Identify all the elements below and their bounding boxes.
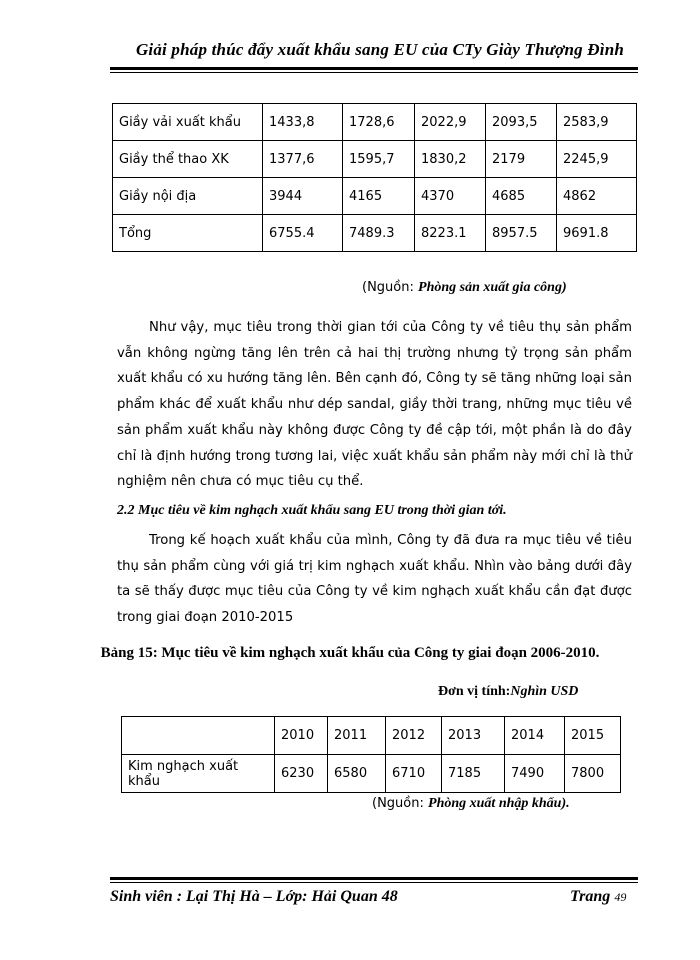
table-cell: 4370 xyxy=(415,178,486,215)
footer-rule-thick xyxy=(110,877,638,880)
row-label: Kim nghạch xuất khẩu xyxy=(122,755,275,793)
page-label: Trang xyxy=(570,888,611,905)
row-label: Giầy nội địa xyxy=(113,178,263,215)
table-cell: 6580 xyxy=(328,755,386,793)
table-cell: 3944 xyxy=(263,178,343,215)
unit-value: Nghìn USD xyxy=(510,684,579,699)
table-cell: 7489.3 xyxy=(343,215,415,252)
table-caption: Bảng 15: Mục tiêu về kim nghạch xuất khẩu của Công ty giai đoạn 2006-2010. xyxy=(100,645,600,661)
source-note-2 xyxy=(372,796,570,812)
source-name: Phòng xuất nhập khẩu). xyxy=(428,796,570,811)
row-label: Giầy thể thao XK xyxy=(113,141,263,178)
table-cell: 1377,6 xyxy=(263,141,343,178)
source-prefix: (Nguồn: xyxy=(362,280,414,295)
table-cell: 6230 xyxy=(275,755,328,793)
year-header: 2013 xyxy=(442,717,505,755)
table-cell: 2583,9 xyxy=(557,104,637,141)
row-label: Tổng xyxy=(113,215,263,252)
paragraph-product-goals: Như vậy, mục tiêu trong thời gian tới của Công ty về tiêu thụ sản phẩm vẫn không ngừng tăng lên trên cả hai thị trường nhưng tỷ trọng sản phẩm xuất khẩu có xu hướng tăng lên. Bên cạnh đó, Công ty sẽ tăng những loại sản phẩm khác để xuất khẩu như dép sandal, giầy thời trang, những mục tiêu về sản phẩm xuất khẩu này không được Công ty đề cập tới, một phần là do đây chỉ là định hướng trong tương lai, việc xuất khẩu sản phẩm này mới chỉ là thử nghiệm nên chưa có mục tiêu cụ thể. xyxy=(117,320,632,490)
table-cell: 4862 xyxy=(557,178,637,215)
table-cell: 4165 xyxy=(343,178,415,215)
table-row xyxy=(122,755,621,793)
table-cell: 8223.1 xyxy=(415,215,486,252)
table-row xyxy=(113,104,637,141)
table-cell: 7185 xyxy=(442,755,505,793)
table-cell: 1433,8 xyxy=(263,104,343,141)
table-cell: 7800 xyxy=(565,755,621,793)
table-cell: 6755.4 xyxy=(263,215,343,252)
unit-prefix: Đơn vị tính: xyxy=(438,684,511,699)
table-cell: 2093,5 xyxy=(486,104,557,141)
paragraph-export-goals: Trong kế hoạch xuất khẩu của mình, Công ty đã đưa ra mục tiêu về tiêu thụ sản phẩm cùng với giá trị kim nghạch xuất khẩu. Nhìn vào bảng dưới đây ta sẽ thấy được mục tiêu của Công ty về kim nghạch xuất khẩu cần đạt được trong giai đoạn 2010-2015 xyxy=(117,533,632,626)
table-cell: 1595,7 xyxy=(343,141,415,178)
header-rule-thick xyxy=(110,67,638,70)
table-cell: 9691.8 xyxy=(557,215,637,252)
footer-rule-thin xyxy=(110,882,638,883)
year-header: 2010 xyxy=(275,717,328,755)
production-table xyxy=(112,103,637,252)
table-cell: 8957.5 xyxy=(486,215,557,252)
year-header: 2014 xyxy=(505,717,565,755)
table-cell: 4685 xyxy=(486,178,557,215)
year-header: 2015 xyxy=(565,717,621,755)
source-prefix: (Nguồn: xyxy=(372,796,424,811)
header-rule-thin xyxy=(110,72,638,73)
footer-page xyxy=(570,888,626,906)
table-cell: 2022,9 xyxy=(415,104,486,141)
row-label: Giầy vải xuất khẩu xyxy=(113,104,263,141)
export-target-table xyxy=(121,716,621,793)
footer-student: Sinh viên : Lại Thị Hà – Lớp: Hải Quan 48 xyxy=(110,888,398,905)
table-row xyxy=(113,141,637,178)
table-cell: 2245,9 xyxy=(557,141,637,178)
table-header-row xyxy=(122,717,621,755)
source-note-1 xyxy=(362,280,567,296)
unit-note xyxy=(438,684,578,700)
section-heading: 2.2 Mục tiêu về kim nghạch xuất khẩu sang EU trong thời gian tới. xyxy=(117,503,507,518)
page-number: 49 xyxy=(614,890,627,904)
table-corner-cell xyxy=(122,717,275,755)
table-cell: 7490 xyxy=(505,755,565,793)
year-header: 2012 xyxy=(386,717,442,755)
table-row xyxy=(113,178,637,215)
table-cell: 1830,2 xyxy=(415,141,486,178)
table-row xyxy=(113,215,637,252)
year-header: 2011 xyxy=(328,717,386,755)
table-cell: 1728,6 xyxy=(343,104,415,141)
table-cell: 6710 xyxy=(386,755,442,793)
source-name: Phòng sản xuất gia công) xyxy=(418,280,567,295)
table-cell: 2179 xyxy=(486,141,557,178)
page-header-title: Giải pháp thúc đẩy xuất khẩu sang EU của CTy Giày Thượng Đình xyxy=(135,40,625,59)
